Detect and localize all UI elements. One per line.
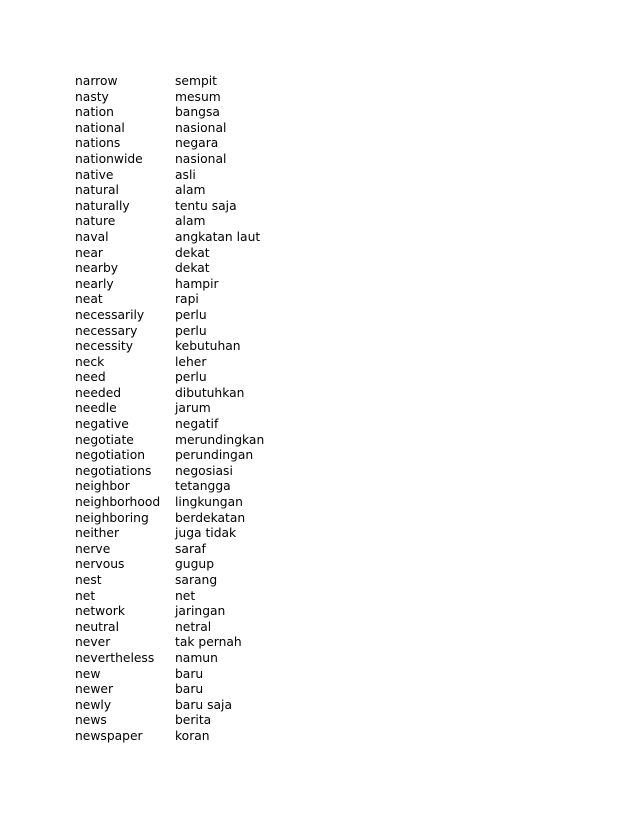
english-word: new (75, 666, 101, 681)
word-row (75, 324, 495, 340)
indonesian-translation: sempit (175, 74, 217, 88)
indonesian-translation: alam (175, 183, 206, 198)
indonesian-translation: dekat (175, 261, 210, 276)
indonesian-translation: tentu saja (175, 198, 237, 213)
english-word: necessarily (75, 307, 145, 322)
indonesian-translation: jaringan (175, 604, 226, 619)
indonesian-translation: leher (175, 354, 207, 369)
english-word: naturally (75, 198, 130, 213)
english-word: needle (75, 401, 117, 416)
indonesian-translation: asli (175, 167, 196, 182)
english-word: nearly (75, 276, 114, 291)
indonesian-translation: lingkungan (175, 495, 243, 510)
word-row (75, 573, 495, 589)
english-word: nervous (75, 557, 125, 572)
english-word: nasty (75, 89, 109, 104)
word-row (75, 168, 495, 184)
word-row (75, 74, 495, 90)
word-row (75, 339, 495, 355)
english-word: neck (75, 354, 105, 369)
word-row (75, 152, 495, 168)
indonesian-translation: nasional (175, 151, 227, 166)
indonesian-translation: baru saja (175, 697, 232, 712)
indonesian-translation: nasional (175, 120, 227, 135)
indonesian-translation: tetangga (175, 479, 231, 494)
word-row (75, 464, 495, 480)
english-word: nearby (75, 261, 119, 276)
english-word: net (75, 588, 96, 603)
word-row (75, 401, 495, 417)
indonesian-translation: net (175, 588, 196, 603)
english-word: necessary (75, 323, 138, 338)
word-row (75, 713, 495, 729)
indonesian-translation: dibutuhkan (175, 385, 245, 400)
english-word: nation (75, 105, 114, 120)
english-word: nationwide (75, 151, 143, 166)
word-row (75, 105, 495, 121)
indonesian-translation: sarang (175, 573, 218, 587)
indonesian-translation: alam (175, 214, 206, 229)
english-word: naval (75, 229, 109, 244)
english-word: negotiations (75, 463, 152, 478)
word-row (75, 121, 495, 137)
english-word: never (75, 635, 111, 650)
english-word: news (75, 713, 107, 728)
word-row (75, 511, 495, 527)
indonesian-translation: bangsa (175, 105, 220, 120)
indonesian-translation: baru (175, 666, 204, 681)
indonesian-translation: perundingan (175, 448, 254, 463)
indonesian-translation: angkatan laut (175, 229, 261, 244)
indonesian-translation: netral (175, 619, 212, 634)
indonesian-translation: gugup (175, 557, 215, 572)
word-row (75, 230, 495, 246)
english-word: native (75, 167, 114, 182)
word-row (75, 526, 495, 542)
indonesian-translation: baru (175, 682, 204, 697)
indonesian-translation: perlu (175, 370, 207, 385)
indonesian-translation: jarum (175, 401, 211, 416)
word-row (75, 604, 495, 620)
indonesian-translation: perlu (175, 323, 207, 338)
word-row (75, 557, 495, 573)
word-row (75, 277, 495, 293)
english-word: neighboring (75, 510, 149, 525)
english-word: nerve (75, 541, 111, 556)
english-word: nature (75, 214, 116, 229)
word-row (75, 386, 495, 402)
word-row (75, 136, 495, 152)
word-row (75, 370, 495, 386)
indonesian-translation: koran (175, 728, 210, 743)
indonesian-translation: saraf (175, 541, 206, 556)
word-row (75, 682, 495, 698)
indonesian-translation: negatif (175, 417, 219, 432)
english-word: newspaper (75, 728, 143, 743)
word-row (75, 292, 495, 308)
word-row (75, 355, 495, 371)
indonesian-translation: berdekatan (175, 510, 246, 525)
word-row (75, 667, 495, 683)
english-word: need (75, 370, 106, 385)
indonesian-translation: rapi (175, 292, 199, 307)
indonesian-translation: kebutuhan (175, 339, 241, 354)
word-row (75, 246, 495, 262)
word-row (75, 90, 495, 106)
indonesian-translation: mesum (175, 89, 221, 104)
english-word: national (75, 120, 125, 135)
word-row (75, 214, 495, 230)
word-row (75, 433, 495, 449)
indonesian-translation: tak pernah (175, 635, 242, 650)
indonesian-translation: berita (175, 713, 212, 728)
word-row (75, 495, 495, 511)
english-word: natural (75, 183, 119, 198)
english-word: neither (75, 526, 120, 541)
indonesian-translation: negosiasi (175, 463, 233, 478)
word-row (75, 308, 495, 324)
word-row (75, 183, 495, 199)
word-row (75, 729, 495, 745)
word-list (75, 74, 495, 745)
english-word: nevertheless (75, 650, 155, 665)
word-row (75, 417, 495, 433)
word-row (75, 635, 495, 651)
indonesian-translation: merundingkan (175, 432, 265, 447)
english-word: necessity (75, 339, 134, 354)
english-word: neighbor (75, 479, 130, 494)
word-row (75, 261, 495, 277)
english-word: needed (75, 385, 122, 400)
english-word: neighborhood (75, 495, 161, 510)
english-word: near (75, 245, 103, 260)
english-word: negative (75, 417, 129, 432)
english-word: nest (75, 573, 102, 587)
word-row (75, 479, 495, 495)
english-word: neutral (75, 619, 119, 634)
indonesian-translation: negara (175, 136, 219, 151)
indonesian-translation: namun (175, 650, 218, 665)
english-word: negotiation (75, 448, 146, 463)
english-word: network (75, 604, 125, 619)
word-row (75, 448, 495, 464)
english-word: neat (75, 292, 103, 307)
indonesian-translation: perlu (175, 307, 207, 322)
english-word: negotiate (75, 432, 134, 447)
english-word: narrow (75, 74, 118, 88)
english-word: newer (75, 682, 114, 697)
indonesian-translation: juga tidak (175, 526, 237, 541)
word-row (75, 698, 495, 714)
english-word: newly (75, 697, 112, 712)
word-row (75, 199, 495, 215)
word-row (75, 589, 495, 605)
indonesian-translation: dekat (175, 245, 210, 260)
indonesian-translation: hampir (175, 276, 219, 291)
english-word: nations (75, 136, 121, 151)
word-row (75, 651, 495, 667)
word-row (75, 620, 495, 636)
word-row (75, 542, 495, 558)
